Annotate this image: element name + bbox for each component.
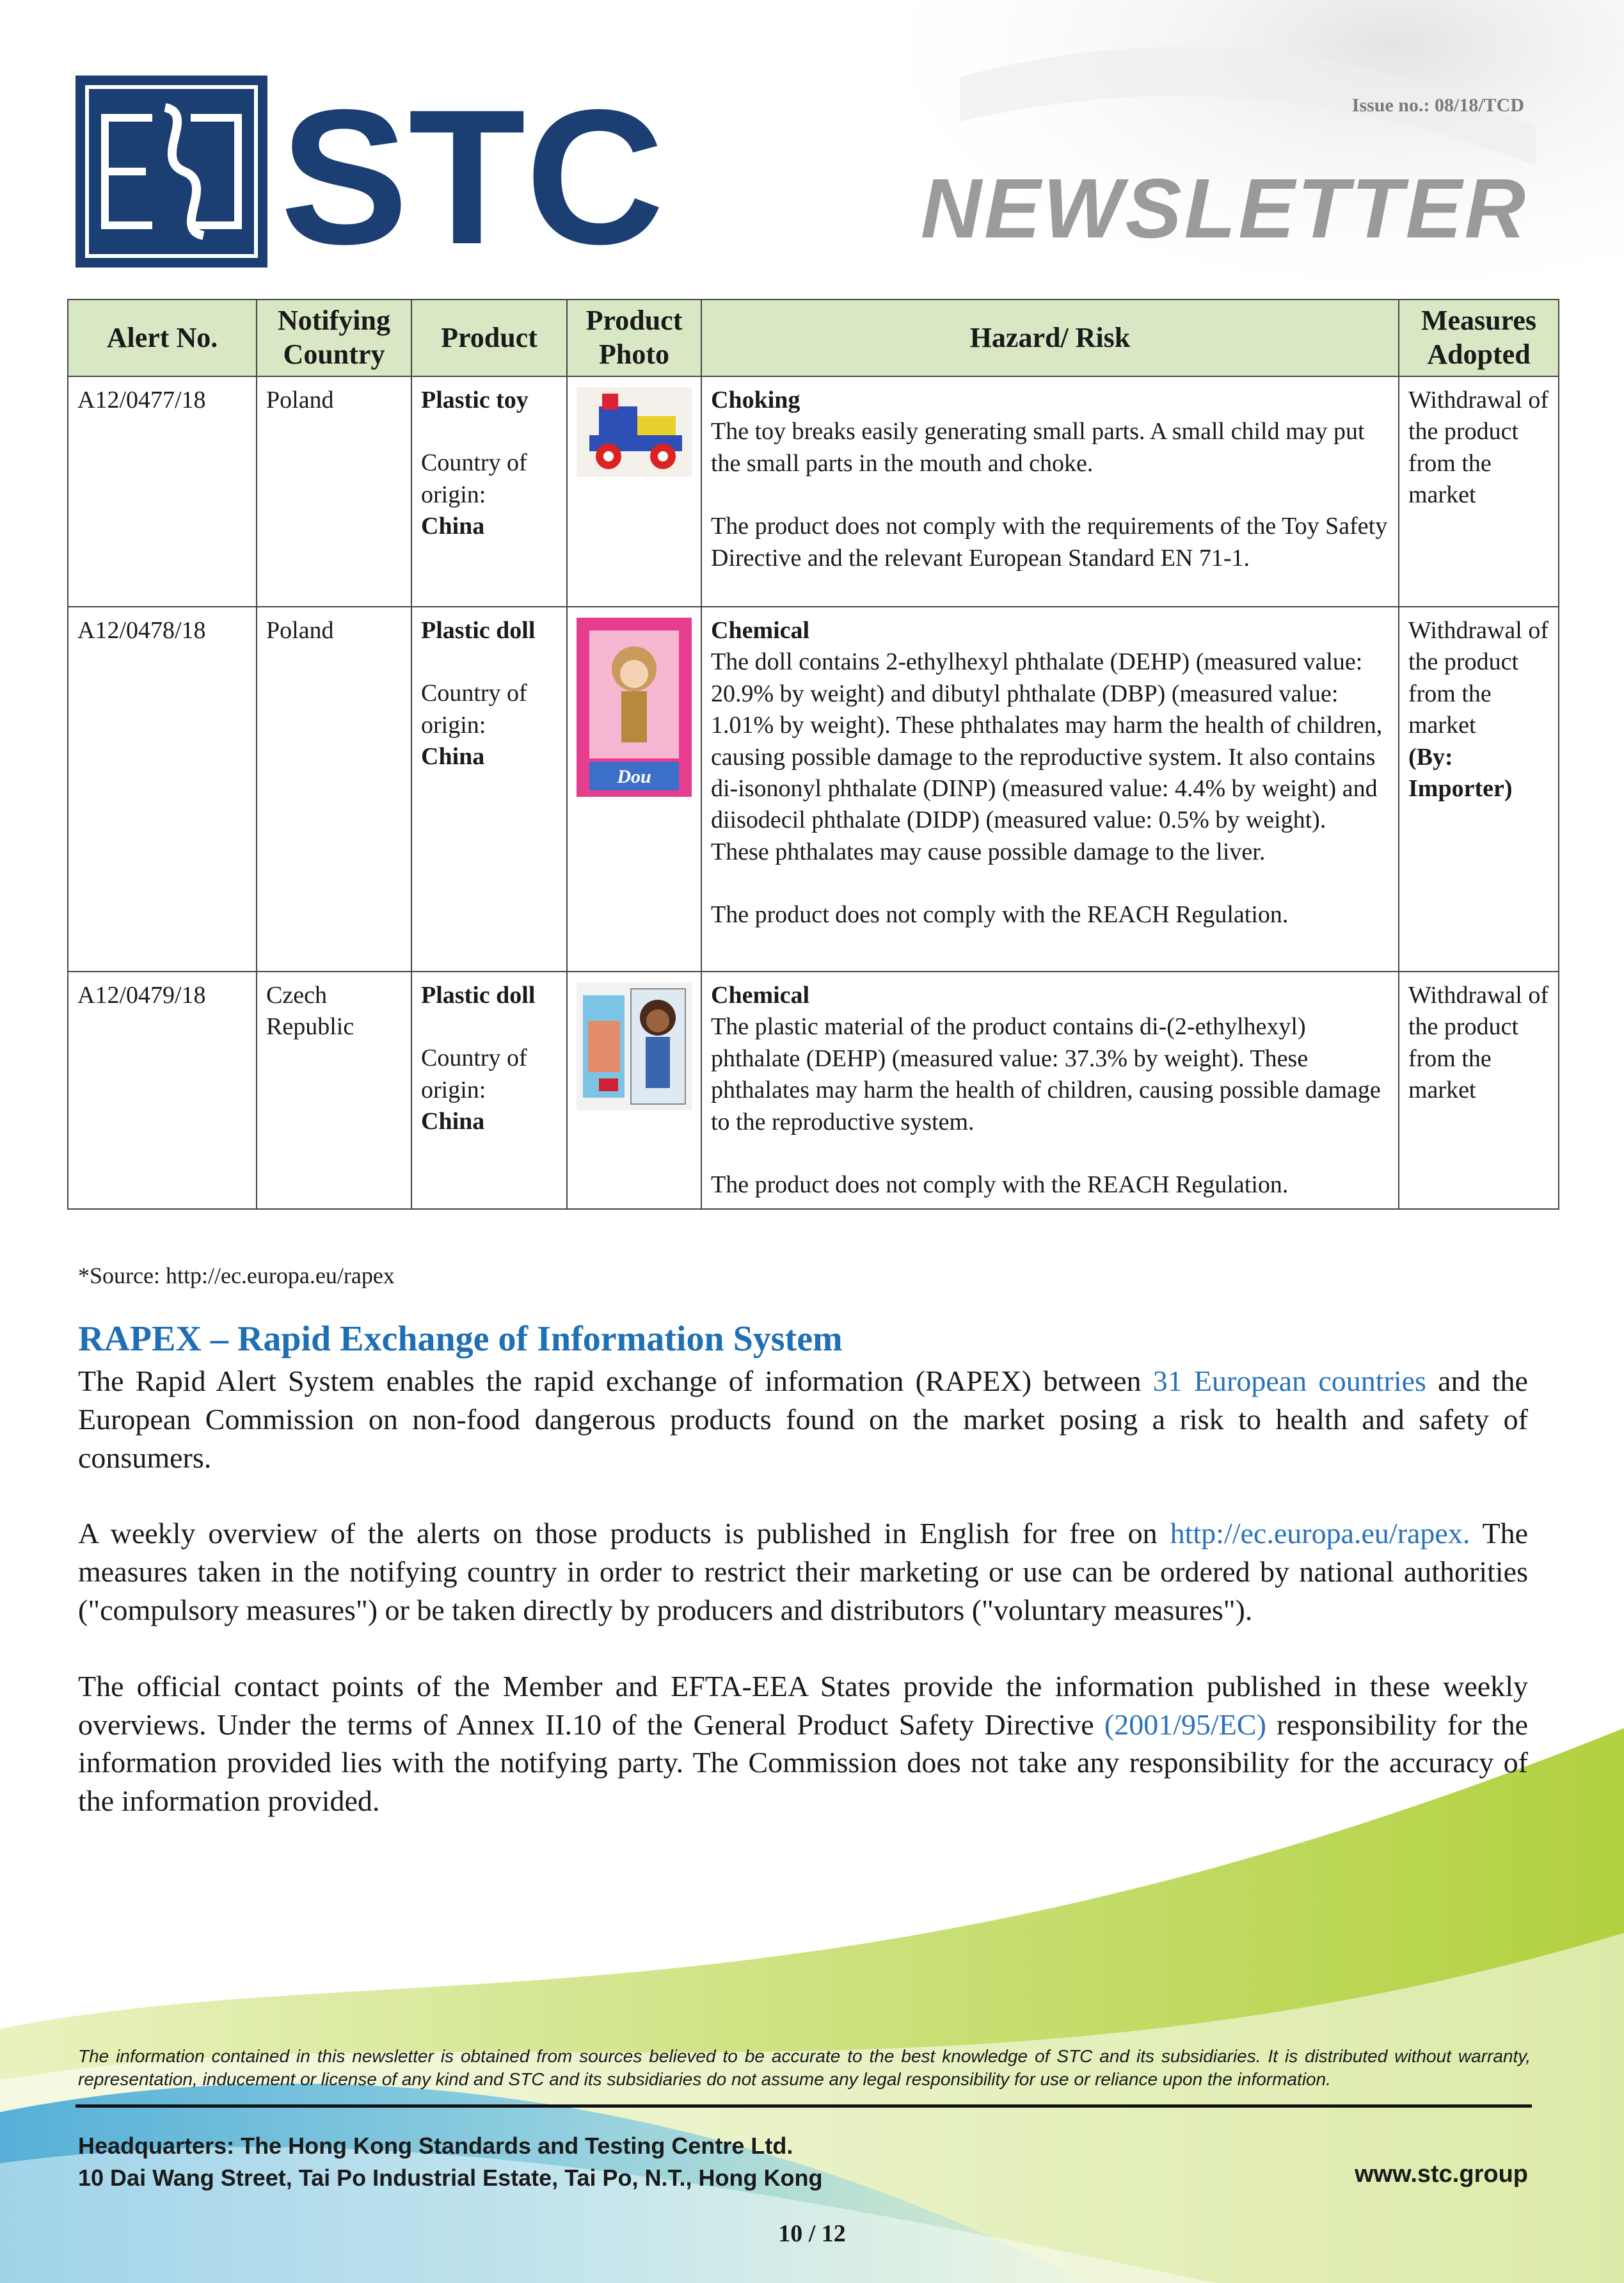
product-cell bbox=[411, 607, 567, 972]
alert-no: A12/0479/18 bbox=[68, 972, 257, 1209]
compliance-text: The product does not comply with the REACH Regulation. bbox=[711, 901, 1289, 929]
doll-package-photo bbox=[577, 982, 692, 1110]
compliance-text: The product does not comply with the requirements of the Toy Safety Directive and the relevant European Standard EN 71-1. bbox=[711, 513, 1388, 572]
rapex-url-link[interactable]: http://ec.europa.eu/rapex. bbox=[1170, 1517, 1470, 1550]
product-cell bbox=[411, 376, 567, 607]
alert-no: A12/0478/18 bbox=[68, 607, 257, 972]
measures-cell bbox=[1399, 972, 1559, 1209]
measures-cell bbox=[1399, 376, 1559, 607]
paragraph-1: The Rapid Alert System enables the rapid exchange of information (RAPEX) between 31 European countries and the European Commission on non-food dangerous products found on the market posing a risk to health and safety of consumers. bbox=[78, 1365, 1528, 1474]
product-photo-cell bbox=[567, 376, 701, 607]
product-name: Plastic doll bbox=[421, 617, 536, 644]
header-measures-adopted: Measures Adopted bbox=[1399, 300, 1559, 376]
table-row bbox=[68, 972, 1559, 1209]
table-row bbox=[68, 607, 1559, 972]
disclaimer: The information contained in this newsletter is obtained from sources believed to be accurate to the best knowledge of STC and its subsidiaries. It is distributed without warranty, representation, inducement or license of any kind and STC and its subsidiaries do not assume any legal responsibility for use or reliance upon the information. bbox=[78, 2046, 1531, 2090]
notifying-country: Poland bbox=[257, 376, 411, 607]
newsletter-title: NEWSLETTER bbox=[920, 161, 1528, 255]
hq-line-1: Headquarters: The Hong Kong Standards and Testing Centre Ltd. bbox=[78, 2133, 793, 2159]
product-photo-cell bbox=[567, 607, 701, 972]
header-alert-no: Alert No. bbox=[68, 300, 257, 376]
rapex-body bbox=[78, 1362, 1528, 1858]
product-photo-cell bbox=[567, 972, 701, 1209]
hazard-title: Choking bbox=[711, 387, 800, 413]
doll-box-label: Dou bbox=[617, 766, 651, 787]
table-row bbox=[68, 376, 1559, 607]
origin-label: Country of origin: bbox=[421, 449, 527, 508]
origin-country: China bbox=[421, 513, 485, 540]
measures-text: Withdrawal of the product from the market bbox=[1408, 617, 1549, 739]
header-product-photo: Product Photo bbox=[567, 300, 701, 376]
website-link[interactable]: www.stc.group bbox=[1355, 2161, 1528, 2188]
doll-box-photo bbox=[577, 618, 692, 797]
hq-line-2: 10 Dai Wang Street, Tai Po Industrial Estate, Tai Po, N.T., Hong Kong bbox=[78, 2165, 823, 2191]
measures-cell bbox=[1399, 607, 1559, 972]
source-note: *Source: http://ec.europa.eu/rapex bbox=[78, 1263, 395, 1288]
toy-train-photo bbox=[577, 387, 692, 477]
hazard-text: The plastic material of the product contains di-(2-ethylhexyl) phthalate (DEHP) (measured value: 37.3% by weight). These phthalates may harm the health of children, causing possible damage to the reproductive system. bbox=[711, 1013, 1381, 1135]
measures-text: Withdrawal of the product from the market bbox=[1408, 982, 1549, 1104]
table-header-row bbox=[68, 300, 1559, 376]
directive-link[interactable]: (2001/95/EC) bbox=[1104, 1708, 1266, 1741]
alerts-table bbox=[67, 299, 1559, 1210]
paragraph-2: A weekly overview of the alerts on those products is published in English for free on http://ec.europa.eu/rapex. The measures taken in the notifying country in order to restrict their marketing or use can be ordered by national authorities ("compulsory measures") or be taken directly by producers and distributors ("voluntary measures"). bbox=[78, 1517, 1528, 1626]
stc-wordmark: STC bbox=[280, 76, 664, 268]
hazard-cell bbox=[701, 607, 1399, 972]
header-hazard-risk: Hazard/ Risk bbox=[701, 300, 1399, 376]
european-countries-link[interactable]: 31 European countries bbox=[1152, 1365, 1426, 1397]
origin-label: Country of origin: bbox=[421, 1045, 527, 1103]
product-name: Plastic toy bbox=[421, 387, 529, 413]
rapex-heading: RAPEX – Rapid Exchange of Information System bbox=[78, 1319, 843, 1359]
issue-number: Issue no.: 08/18/TCD bbox=[1351, 95, 1524, 116]
hazard-cell bbox=[701, 972, 1399, 1209]
product-name: Plastic doll bbox=[421, 982, 536, 1009]
hazard-text: The doll contains 2-ethylhexyl phthalate (DEHP) (measured value: 20.9% by weight) and dibutyl phthalate (DBP) (measured value: 1.01% by weight). These phthalates may harm the health of children, causing possible damage to the reproductive system. It also contains di-isononyl phthalate (DINP) (measured value: 4.4% by weight) and diisodecil phthalate (DIDP) (measured value: 0.5% by weight). These phthalates may cause possible damage to the liver. bbox=[711, 648, 1383, 865]
hazard-text: The toy breaks easily generating small parts. A small child may put the small parts in the mouth and choke. bbox=[711, 418, 1365, 477]
notifying-country: Poland bbox=[257, 607, 411, 972]
alert-no: A12/0477/18 bbox=[68, 376, 257, 607]
product-cell bbox=[411, 972, 567, 1209]
measures-text: Withdrawal of the product from the market bbox=[1408, 387, 1549, 509]
header-notifying-country: Notifying Country bbox=[257, 300, 411, 376]
compliance-text: The product does not comply with the REACH Regulation. bbox=[711, 1171, 1289, 1198]
origin-country: China bbox=[421, 743, 485, 771]
hazard-title: Chemical bbox=[711, 982, 810, 1009]
headquarters-address bbox=[78, 2130, 822, 2195]
hazard-title: Chemical bbox=[711, 617, 810, 644]
paragraph-3: The official contact points of the Member and EFTA-EEA States provide the information published in these weekly overviews. Under the terms of Annex II.10 of the General Product Safety Directive (2001/95/EC) responsibility for the information provided lies with the notifying party. The Commission does not take any responsibility for the accuracy of the information provided. bbox=[78, 1669, 1528, 1818]
measures-by: (By: Importer) bbox=[1408, 743, 1513, 802]
notifying-country: Czech Republic bbox=[257, 972, 411, 1209]
stc-logo bbox=[76, 76, 671, 268]
hazard-cell bbox=[701, 376, 1399, 607]
footer-divider bbox=[76, 2104, 1532, 2108]
origin-label: Country of origin: bbox=[421, 680, 527, 739]
header-product: Product bbox=[411, 300, 567, 376]
page-number: 10 / 12 bbox=[778, 2220, 846, 2247]
origin-country: China bbox=[421, 1108, 485, 1135]
